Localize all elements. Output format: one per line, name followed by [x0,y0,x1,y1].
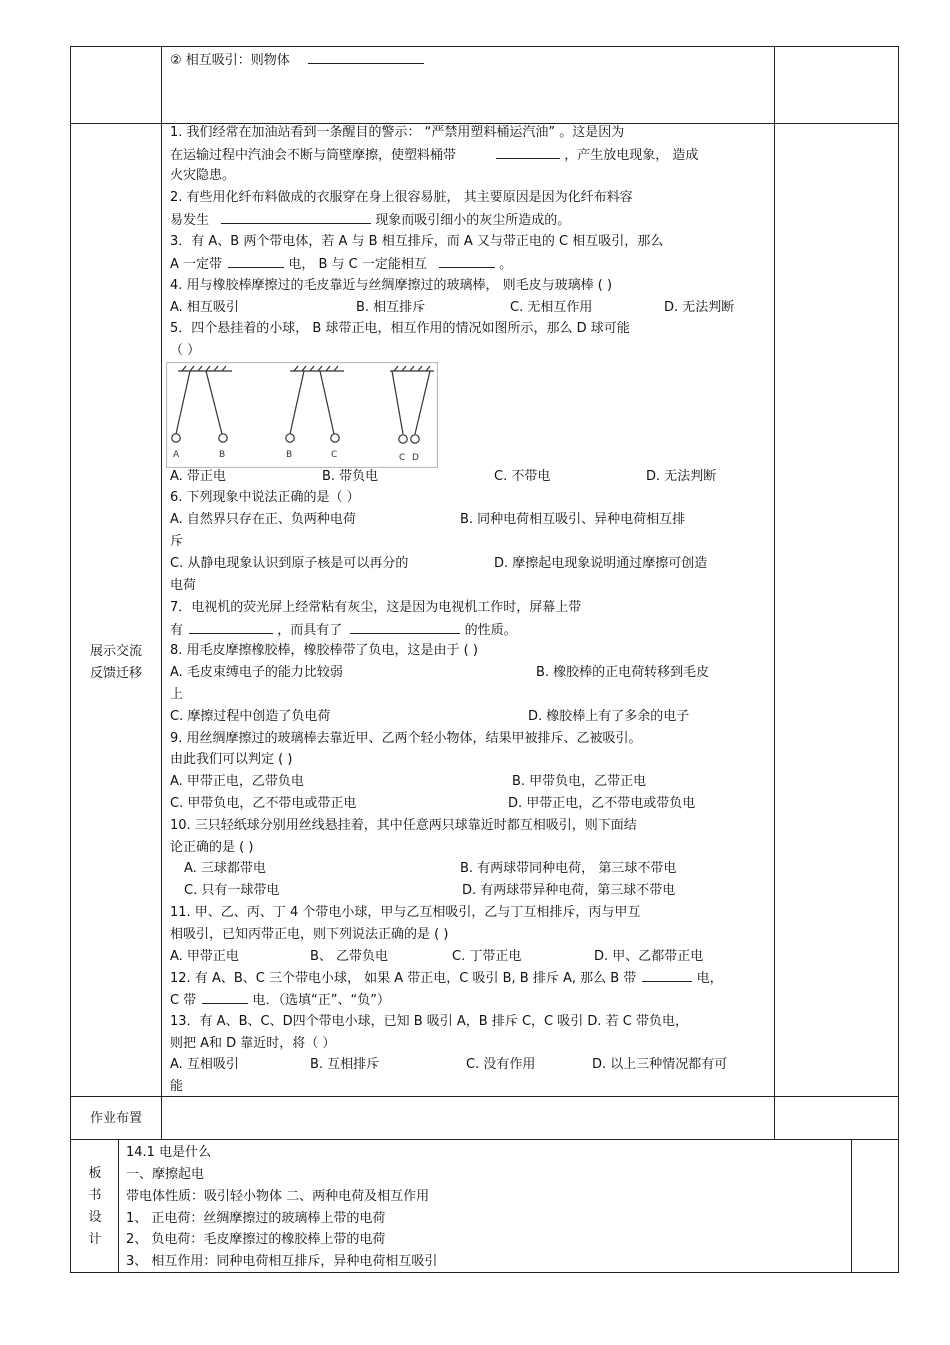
figure-label: B [219,450,226,460]
answer-blank[interactable] [189,621,273,634]
q13-options-wrap: 能 [170,1079,184,1094]
option-d[interactable]: D. 橡胶棒上有了多余的电子 [528,709,690,724]
option-a[interactable]: A. 甲带正电 [170,949,239,964]
top-row-item: ② 相互吸引：则物体 [170,51,424,70]
q13-stem-2: 则把 A和 D 靠近时，将（ ） [170,1036,336,1051]
string-a [176,371,190,434]
board-line: 2、 负电荷：毛皮摩擦过的橡胶棒上带的电荷 [126,1232,386,1247]
q1-line-3: 火灾隐患。 [170,168,236,183]
q6-options-2-wrap: 电荷 [170,578,197,593]
q13-stem: 13．有 A、B、C、D四个带电小球，已知 B 吸引 A，B 排斥 C，C 吸引 D. 若 C 带负电， [170,1014,689,1029]
q6-options-1-wrap: 斥 [170,534,184,549]
option-c[interactable]: C. 丁带正电 [452,949,522,964]
board-line: 1、 正电荷：丝绸摩擦过的玻璃棒上带的电荷 [126,1211,386,1226]
option-a[interactable]: A. 带正电 [170,469,226,484]
board-line: 14.1 电是什么 [126,1145,212,1160]
hatch-1 [182,366,226,371]
option-d[interactable]: D. 无法判断 [646,469,717,484]
string-c1 [320,371,334,434]
figure-label: D [412,453,419,463]
figure-label: C [399,453,406,463]
option-a[interactable]: A. 自然界只存在正、负两种电荷 [170,512,356,527]
figure-label: C [331,450,338,460]
option-c[interactable]: C. 甲带负电，乙不带电或带正电 [170,796,357,811]
answer-blank[interactable] [228,255,284,268]
option-b[interactable]: B. 互相排斥 [310,1057,380,1072]
board-line: 一、摩擦起电 [126,1167,205,1182]
section-label: 展示交流 反馈迁移 [89,644,142,681]
answer-blank[interactable] [496,146,560,159]
q1-line-1: 1. 我们经常在加油站看到一条醒目的警示： “严禁用塑料桶运汽油” 。这是因为 [170,125,625,140]
q11-stem: 11. 甲、乙、丙、丁 4 个带电小球，甲与乙互相吸引，乙与丁互相排斥，丙与甲互 [170,905,641,920]
option-c[interactable]: C. 无相互作用 [510,300,593,315]
hanging-balls-figure [166,362,438,468]
figure-label: A [173,450,180,460]
q8-stem: 8. 用毛皮摩擦橡胶棒，橡胶棒带了负电，这是由于 ( ) [170,643,478,658]
figure-label: B [286,450,293,460]
q1-line-2: 在运输过程中汽油会不断与筒壁摩擦，使塑料桶带 ，产生放电现象， 造成 [170,148,699,163]
option-a[interactable]: A. 相互吸引 [170,300,239,315]
q2-line-1: 2. 有些用化纤布料做成的衣服穿在身上很容易脏， 其主要原因是因为化纤布料容 [170,190,633,205]
board-label: 板 书 设 计 [88,1166,102,1247]
option-d[interactable]: D. 以上三种情况都有可 [592,1057,728,1072]
board-line: 3、 相互作用：同种电荷相互排斥，异种电荷相互吸引 [126,1254,438,1269]
answer-blank[interactable] [221,211,371,224]
option-c[interactable]: C. 摩擦过程中创造了负电荷 [170,709,331,724]
string-b1 [206,371,222,434]
option-c[interactable]: C. 不带电 [494,469,551,484]
q12-line-1: 12. 有 A、B、C 三个带电小球， 如果 A 带正电，C 吸引 B, B 排斥 A, 那么 B 带 电， [170,971,723,986]
answer-blank[interactable] [308,51,424,64]
option-d[interactable]: D. 摩擦起电现象说明通过摩擦可创造 [494,556,708,571]
ball-c1 [331,434,339,442]
q12-line-2: C 带 电．（选填“正”、“负”） [170,993,390,1008]
answer-blank[interactable] [642,969,692,982]
homework-label: 作业布置 [89,1111,142,1126]
option-b[interactable]: B. 相互排斥 [356,300,426,315]
q10-stem: 10. 三只轻纸球分别用丝线悬挂着，其中任意两只球靠近时都互相吸引，则下面结 [170,818,637,833]
option-c[interactable]: C. 从静电现象认识到原子核是可以再分的 [170,556,409,571]
option-d[interactable]: D. 无法判断 [664,300,735,315]
option-a[interactable]: A. 互相吸引 [170,1057,239,1072]
ball-d [411,435,419,443]
option-a[interactable]: A. 毛皮束缚电子的能力比较弱 [170,665,343,680]
q11-stem-2: 相吸引，已知丙带正电，则下列说法正确的是 ( ) [170,927,449,942]
ball-b1 [219,434,227,442]
q9-stem-2: 由此我们可以判定 ( ) [170,752,293,767]
option-a[interactable]: A. 甲带正电，乙带负电 [170,774,304,789]
answer-blank[interactable] [202,991,248,1004]
ball-c2 [399,435,407,443]
ball-b2 [286,434,294,442]
option-c[interactable]: C. 只有一球带电 [184,883,280,898]
q4-stem: 4. 用与橡胶棒摩擦过的毛皮靠近与丝绸摩擦过的玻璃棒， 则毛皮与玻璃棒 ( ) [170,278,613,293]
q2-line-2: 易发生 现象而吸引细小的灰尘所造成的。 [170,213,571,228]
q9-stem: 9. 用丝绸摩擦过的玻璃棒去靠近甲、乙两个轻小物体，结果甲被排斥、乙被吸引。 [170,731,642,746]
q3-line-2: A 一定带 电， B 与 C 一定能相互 。 [170,257,513,272]
q3-line-1: 3．有 A、B 两个带电体，若 A 与 B 相互排斥，而 A 又与带正电的 C 相互吸引，那么 [170,234,664,249]
option-d[interactable]: D. 甲、乙都带正电 [594,949,704,964]
q7-line-1: 7．电视机的荧光屏上经常粘有灰尘，这是因为电视机工作时，屏幕上带 [170,600,582,615]
string-c2 [392,371,403,434]
option-b[interactable]: B. 橡胶棒的正电荷转移到毛皮 [536,665,710,680]
option-d[interactable]: D. 有两球带异种电荷，第三球不带电 [462,883,676,898]
option-b[interactable]: B、 乙带负电 [310,949,389,964]
board-line: 带电体性质：吸引轻小物体 二、两种电荷及相互作用 [126,1189,430,1204]
string-b2 [290,371,304,434]
hatch-3 [394,366,430,371]
option-a[interactable]: A. 三球都带电 [184,861,266,876]
ball-a [172,434,180,442]
option-b[interactable]: B. 有两球带同种电荷， 第三球不带电 [460,861,677,876]
option-b[interactable]: B. 同种电荷相互吸引、异种电荷相互排 [460,512,686,527]
hatch-2 [294,366,338,371]
option-b[interactable]: B. 带负电 [322,469,379,484]
option-d[interactable]: D. 甲带正电，乙不带电或带负电 [508,796,696,811]
answer-blank[interactable] [350,621,460,634]
q7-line-2: 有 ，而具有了 的性质。 [170,623,517,638]
q8-options-1-wrap: 上 [170,687,184,702]
string-d [415,371,430,434]
answer-blank[interactable] [439,255,495,268]
option-b[interactable]: B. 甲带负电，乙带正电 [512,774,647,789]
q5-stem: 5．四个悬挂着的小球， B 球带正电，相互作用的情况如图所示，那么 D 球可能 [170,321,630,336]
option-c[interactable]: C. 没有作用 [466,1057,536,1072]
q5-stem-2: （ ） [170,343,201,358]
q10-stem-2: 论正确的是 ( ) [170,840,254,855]
q6-stem: 6. 下列现象中说法正确的是（ ） [170,490,360,505]
